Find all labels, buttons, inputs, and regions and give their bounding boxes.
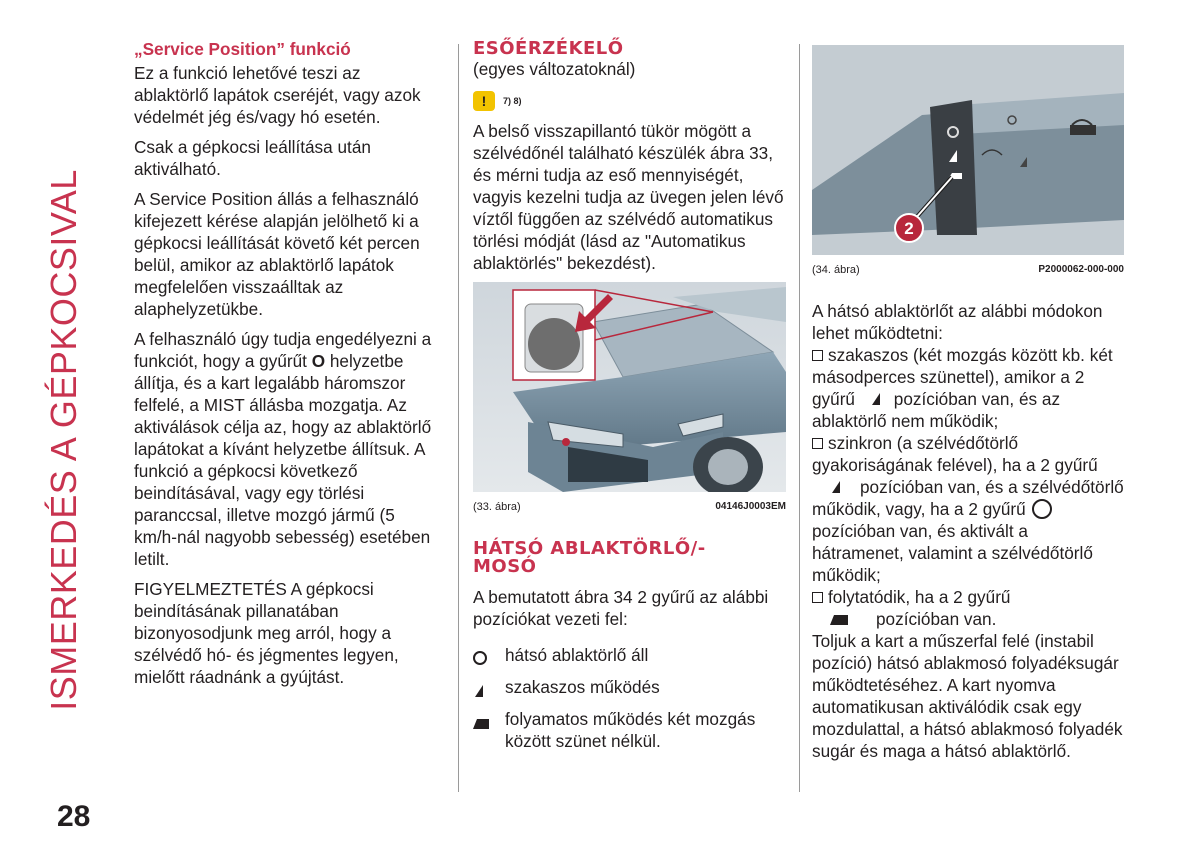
figure-33-caption-row [473, 500, 786, 514]
paragraph: Toljuk a kart a műszerfal felé (instabil pozíció) hátsó ablakmosó folyadéksugár működtetéséhez. A kart nyomva automatikusan aktiválódik csak egy mozdulattal, a hátsó ablakmosó folyadék sugár és maga a hátsó ablaktörlő. [812, 631, 1123, 761]
continuous-icon [830, 615, 870, 625]
list-item [473, 676, 786, 702]
section-heading-rain-sensor: ESŐÉRZÉKELŐ [473, 38, 624, 59]
column-rain-sensor [473, 38, 786, 282]
section-heading-service-position: „Service Position” funkció [134, 39, 351, 59]
column-rear-wiper-modes [812, 300, 1124, 770]
bullet-text: pozícióban van, és aktivált a hátramenet, valamint a szélvédőtörlő működik; [812, 521, 1093, 585]
column-divider [799, 44, 800, 792]
figure-34-stalk [812, 45, 1124, 255]
figure-33-rain-sensor [473, 282, 786, 492]
figure-34-caption-row [812, 263, 1124, 277]
intermittent-icon [868, 393, 886, 405]
paragraph: A bemutatott ábra 34 2 gyűrű az alábbi pozíciókat vezeti fel: [473, 587, 769, 629]
ring-off-symbol: O [311, 351, 326, 371]
wiper-stalk-illustration [812, 45, 1124, 255]
warning-icon [473, 91, 495, 111]
column-divider [458, 44, 459, 792]
paragraph: Ez a funkció lehetővé teszi az ablaktörlő lapátok cseréjét, vagy azok védelmét jég és/vagy hó esetén. [134, 63, 421, 127]
section-subheading: (egyes változatoknál) [473, 59, 636, 79]
paragraph: A belső visszapillantó tükör mögött a szélvédőnél található készülék ábra 33, és mérni tudja az eső mennyiségét, vagyis kezelni tudja az üvegen jelen lévő víztől függően az szélvédő automatikus törlési módját (lásd az "Automatikus ablaktörlés" bekezdést). [473, 121, 784, 273]
intermittent-icon [812, 481, 852, 493]
warning-refs: 7) 8) [503, 96, 522, 106]
bullet-continuous [812, 586, 1124, 630]
circle-icon [473, 651, 487, 665]
figure-code: P2000062-000-000 [1038, 264, 1124, 275]
bullet-text: folytatódik, ha a 2 gyűrű [828, 587, 1011, 607]
checkbox-bullet-icon [812, 350, 823, 361]
intermittent-icon [473, 685, 485, 697]
figure-caption: (34. ábra) [812, 264, 860, 276]
checkbox-bullet-icon [812, 592, 823, 603]
warning-paragraph: FIGYELMEZTETÉS A gépkocsi beindításának pillanatában bizonyosodjunk meg arról, hogy a szélvédő hó- és jégmentes legyen, mielőtt ráadnánk a gyújtást. [134, 579, 399, 687]
page-number: 28 [57, 800, 91, 833]
continuous-icon [473, 719, 489, 729]
callout-number: 2 [904, 219, 914, 238]
list-item-text: folyamatos működés két mozgás között szünet nélkül. [505, 709, 756, 751]
bullet-synchronous [812, 432, 1124, 586]
section-heading-rear-wiper-line2: MOSÓ [473, 556, 537, 577]
paragraph-text: helyzetbe állítja, és a kart legalább háromszor felfelé, a MIST állásba mozgatja. Az aktiválások célja az, hogy az ablaktörlő lapátokat a kívánt helyzetbe állítsuk. A funkció a gépkocsi következő beindításával, vagy egy törlési paranccsal, illetve mozgó jármű (5 km/h-nál nagyobb sebesség) esetében letilt. [134, 351, 432, 569]
figure-caption: (33. ábra) [473, 501, 521, 513]
bullet-intermittent [812, 344, 1124, 432]
car-windshield-illustration [473, 282, 786, 492]
figure-code: 04146J0003EM [715, 501, 786, 512]
list-item-text: szakaszos működés [505, 677, 660, 697]
section-rear-wiper [473, 540, 786, 758]
chapter-side-title: ISMERKEDÉS A GÉPKOCSIVAL [43, 169, 84, 711]
bullet-text: pozícióban van. [876, 609, 997, 629]
paragraph [134, 328, 439, 570]
bullet-text: szakaszos (két mozgás között kb. két másodperces szünettel), amikor a 2 gyűrű [812, 345, 1113, 409]
list-item [473, 644, 786, 670]
bullet-text: pozícióban van, és a szélvédőtörlő működik, vagy, ha a 2 gyűrű [812, 477, 1124, 519]
section-heading-rear-wiper-line1: HÁTSÓ ABLAKTÖRLŐ/- [473, 538, 706, 559]
column-service-position [134, 38, 439, 696]
paragraph: A Service Position állás a felhasználó kifejezett kérése alapján jelölhető ki a gépkocsi leállítását követő két percen belül, amikor az ablaktörlő lapátok megfelelően visszaálltak az alaphelyzetükbe. [134, 189, 420, 319]
paragraph: Csak a gépkocsi leállítása után aktiválható. [134, 137, 371, 179]
bullet-text: szinkron (a szélvédőtörlő gyakoriságának felével), ha a 2 gyűrű [812, 433, 1098, 475]
circle-icon [1032, 499, 1052, 519]
list-item-text: hátsó ablaktörlő áll [505, 645, 649, 665]
list-item [473, 708, 786, 752]
paragraph-text: A felhasználó úgy tudja engedélyezni a funkciót, hogy a gyűrűt [134, 329, 432, 371]
warning-reference [473, 90, 786, 112]
bullet-text: pozícióban van, és az ablaktörlő nem működik; [812, 389, 1061, 431]
paragraph: A hátsó ablaktörlőt az alábbi módokon lehet működtetni: [812, 301, 1103, 343]
checkbox-bullet-icon [812, 438, 823, 449]
